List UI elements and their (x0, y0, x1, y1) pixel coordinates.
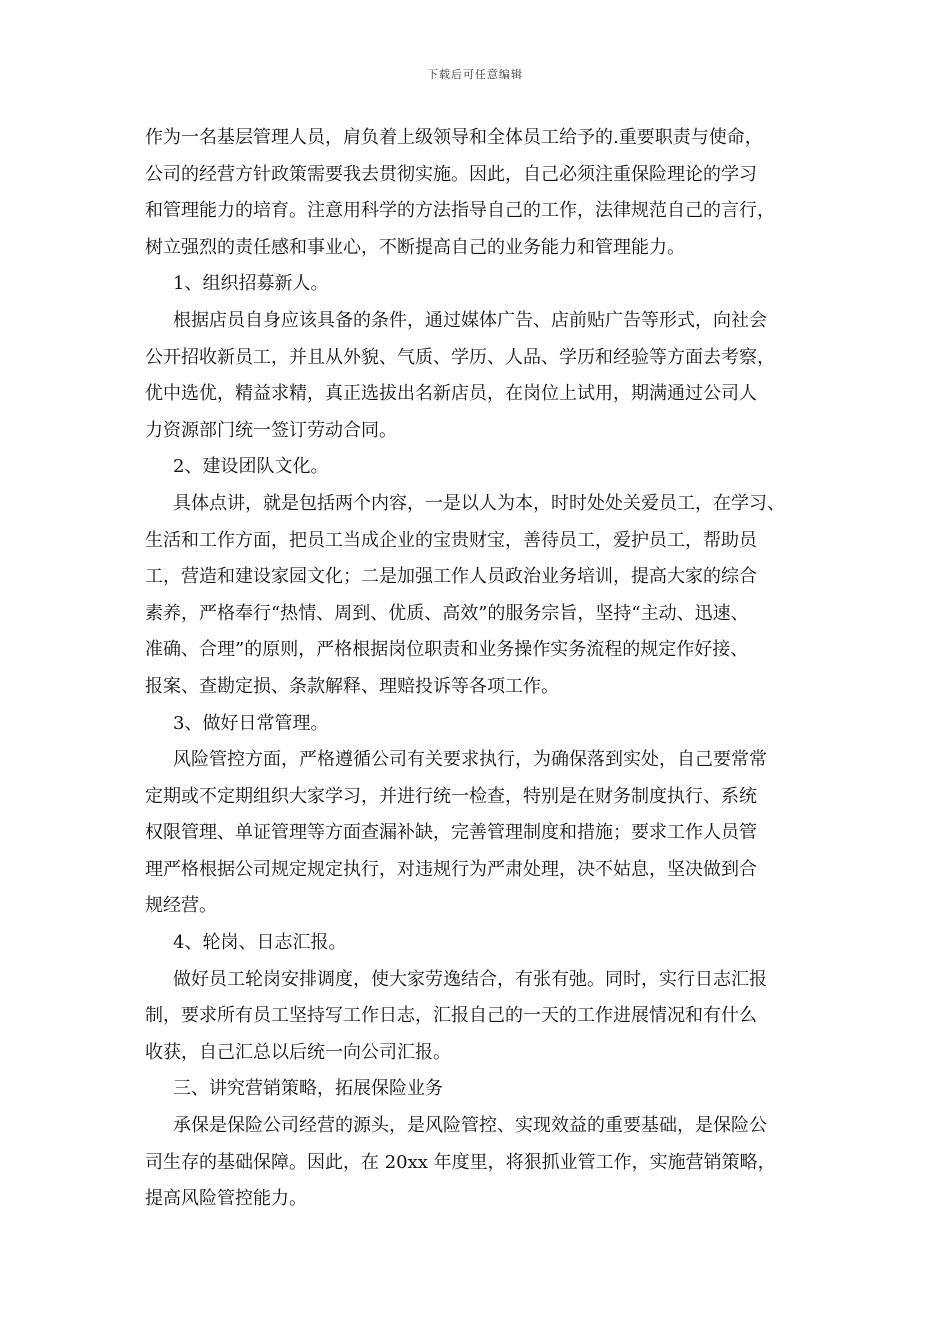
text-line: 制，要求所有员工坚持写工作日志，汇报自己的一天的工作进展情况和有什么 (145, 1005, 757, 1027)
text-line: 权限管理、单证管理等方面查漏补缺，完善管理制度和措施；要求工作人员管 (145, 822, 757, 844)
text-line: 公开招收新员工，并且从外貌、气质、学历、人品、学历和经验等方面去考察， (145, 346, 775, 368)
text-line: 定期或不定期组织大家学习，并进行统一检查，特别是在财务制度执行、系统 (145, 785, 757, 807)
text-line: 3、做好日常管理。 (173, 712, 329, 734)
text-line: 2、建设团队文化。 (173, 456, 329, 478)
text-line: 4、轮岗、日志汇报。 (173, 932, 347, 954)
text-line: 优中选优，精益求精，真正选拔出名新店员，在岗位上试用，期满通过公司人 (145, 383, 757, 405)
document-body (145, 120, 813, 1218)
text-line: 素养，严格奉行“热情、周到、优质、高效”的服务宗旨，坚持“主动、迅速、 (145, 602, 749, 624)
text-line: 规经营。 (145, 895, 217, 917)
text-line: 生活和工作方面，把员工当成企业的宝贵财宝，善待员工，爱护员工，帮助员 (145, 529, 757, 551)
text-line: 理严格根据公司规定规定执行，对违规行为严肃处理，决不姑息，坚决做到合 (145, 858, 757, 880)
text-line: 风险管控方面，严格遵循公司有关要求执行，为确保落到实处，自己要常常 (173, 749, 767, 771)
text-line: 报案、查勘定损、条款解释、理赔投诉等各项工作。 (145, 675, 559, 697)
text-line: 和管理能力的培育。注意用科学的方法指导自己的工作，法律规范自己的言行， (145, 200, 775, 222)
text-line: 力资源部门统一签订劳动合同。 (145, 419, 397, 441)
text-line: 司生存的基础保障。因此，在 20xx 年度里，将狠抓业管工作，实施营销策略， (145, 1151, 776, 1173)
text-line: 公司的经营方针政策需要我去贯彻实施。因此，自己必须注重保险理论的学习 (145, 163, 757, 185)
text-line: 1、组织招募新人。 (173, 273, 329, 295)
text-line: 准确、合理”的原则，严格根据岗位职责和业务操作实务流程的规定作好接、 (145, 639, 749, 661)
text-line: 根据店员自身应该具备的条件，通过媒体广告、店前贴广告等形式，向社会 (173, 309, 767, 331)
text-line: 具体点讲，就是包括两个内容，一是以人为本，时时处处关爱员工，在学习、 (173, 492, 785, 514)
text-line: 提高风险管控能力。 (145, 1188, 307, 1210)
text-line: 工，营造和建设家园文化；二是加强工作人员政治业务培训，提高大家的综合 (145, 566, 757, 588)
text-line: 做好员工轮岗安排调度，使大家劳逸结合，有张有弛。同时，实行日志汇报 (173, 968, 767, 990)
text-line: 树立强烈的责任感和事业心，不断提高自己的业务能力和管理能力。 (145, 236, 685, 258)
page-header: 下载后可任意编辑 (427, 68, 523, 81)
text-line: 收获，自己汇总以后统一向公司汇报。 (145, 1041, 451, 1063)
text-line: 三、讲究营销策略，拓展保险业务 (173, 1078, 443, 1100)
text-line: 作为一名基层管理人员，肩负着上级领导和全体员工给予的.重要职责与使命， (145, 127, 763, 148)
text-line: 承保是保险公司经营的源头，是风险管控、实现效益的重要基础，是保险公 (173, 1115, 767, 1137)
